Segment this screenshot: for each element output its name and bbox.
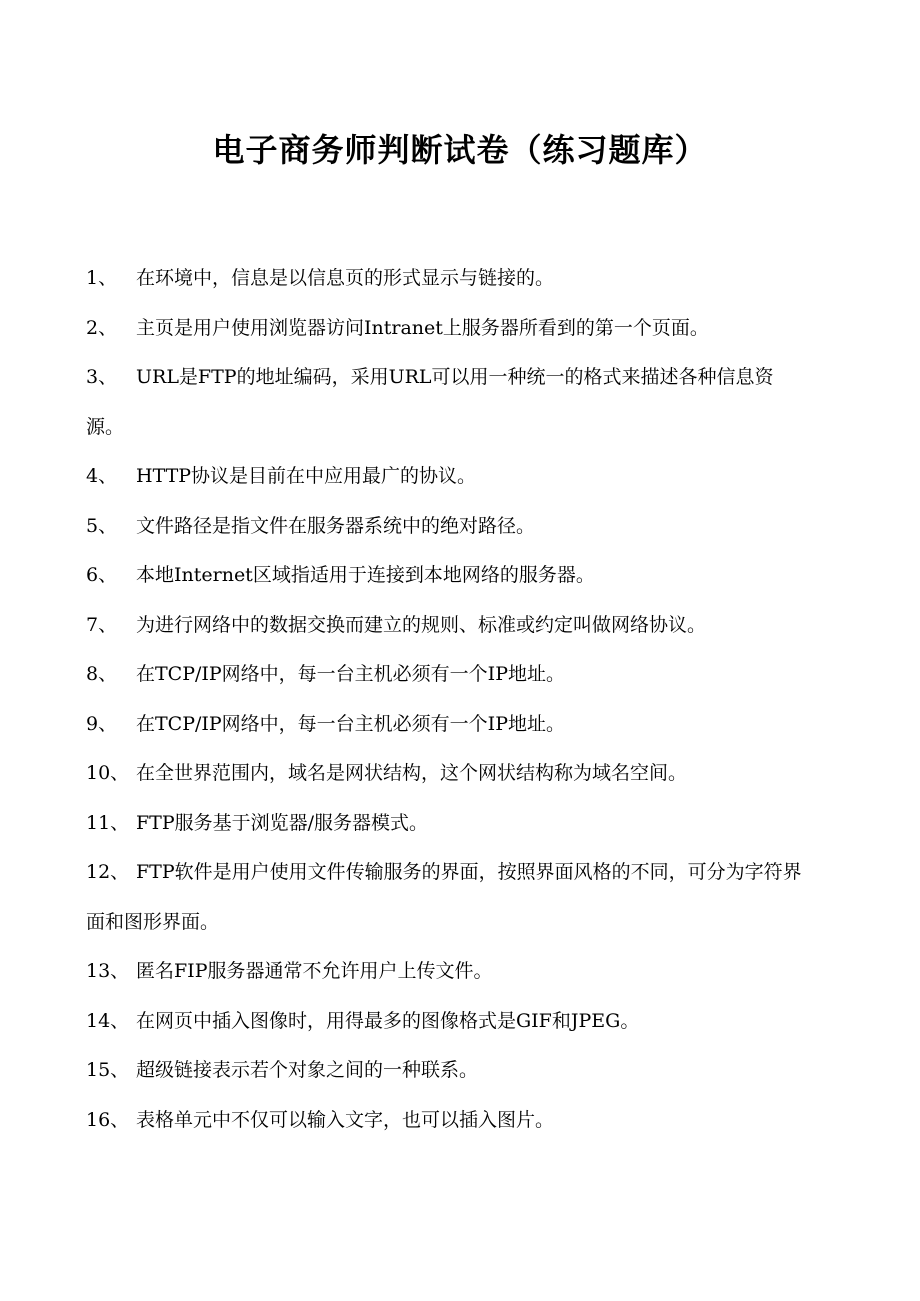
question-number: 9、 (86, 712, 118, 735)
question-text: 匿名FIP服务器通常不允许用户上传文件。 (136, 960, 493, 982)
question-number: 1、 (86, 267, 118, 289)
question-number: 13、 (86, 960, 130, 982)
question-text: 在TCP/IP网络中，每一台主机必须有一个IP地址。 (136, 663, 565, 685)
question-text: 表格单元中不仅可以输入文字，也可以插入图片。 (136, 1108, 555, 1131)
question-number: 8、 (86, 663, 118, 685)
question-number: 16、 (86, 1108, 130, 1131)
question-item-13 (86, 947, 806, 997)
question-text: HTTP协议是目前在中应用最广的协议。 (136, 465, 477, 487)
question-text: 为进行网络中的数据交换而建立的规则、标准或约定叫做网络协议。 (136, 613, 707, 636)
question-number: 2、 (86, 316, 118, 339)
question-item-11 (86, 799, 806, 849)
question-item-9 (86, 700, 806, 750)
question-item-3 (86, 353, 806, 452)
question-number: 11、 (86, 811, 130, 834)
question-text: 超级链接表示若个对象之间的一种联系。 (136, 1059, 479, 1081)
question-text: 在网页中插入图像时，用得最多的图像格式是GIF和JPEG。 (136, 1009, 640, 1032)
question-number: 15、 (86, 1059, 130, 1081)
question-number: 3、 (86, 366, 118, 388)
question-text: FTP服务基于浏览器/服务器模式。 (136, 811, 429, 834)
question-text: 在环境中，信息是以信息页的形式显示与链接的。 (136, 267, 555, 289)
question-item-6 (86, 551, 806, 601)
question-number: 6、 (86, 564, 118, 586)
question-text: 本地Internet区域指适用于连接到本地网络的服务器。 (136, 564, 595, 586)
question-item-4 (86, 452, 806, 502)
question-number: 5、 (86, 514, 118, 537)
question-text: 在TCP/IP网络中，每一台主机必须有一个IP地址。 (136, 712, 565, 735)
question-number: 14、 (86, 1009, 130, 1032)
question-text: 在全世界范围内，域名是网状结构，这个网状结构称为域名空间。 (136, 762, 688, 784)
question-text: 主页是用户使用浏览器访问Intranet上服务器所看到的第一个页面。 (136, 316, 709, 339)
question-text: 文件路径是指文件在服务器系统中的绝对路径。 (136, 514, 536, 537)
question-item-12 (86, 848, 806, 947)
question-text: URL是FTP的地址编码，采用URL可以用一种统一的格式来描述各种信息资源。 (86, 366, 774, 438)
question-item-10 (86, 749, 806, 799)
question-item-8 (86, 650, 806, 700)
question-text: FTP软件是用户使用文件传输服务的界面，按照界面风格的不同，可分为字符界面和图形界面。 (86, 861, 802, 933)
question-number: 12、 (86, 861, 130, 883)
question-item-2 (86, 304, 806, 354)
question-item-16 (86, 1096, 806, 1146)
question-item-1 (86, 254, 806, 304)
question-number: 7、 (86, 613, 118, 636)
page-title: 电子商务师判断试卷（练习题库） (212, 131, 708, 169)
question-list (86, 254, 806, 1145)
question-item-5 (86, 502, 806, 552)
question-item-14 (86, 997, 806, 1047)
question-item-7 (86, 601, 806, 651)
question-number: 10、 (86, 762, 130, 784)
question-number: 4、 (86, 465, 118, 487)
question-item-15 (86, 1046, 806, 1096)
